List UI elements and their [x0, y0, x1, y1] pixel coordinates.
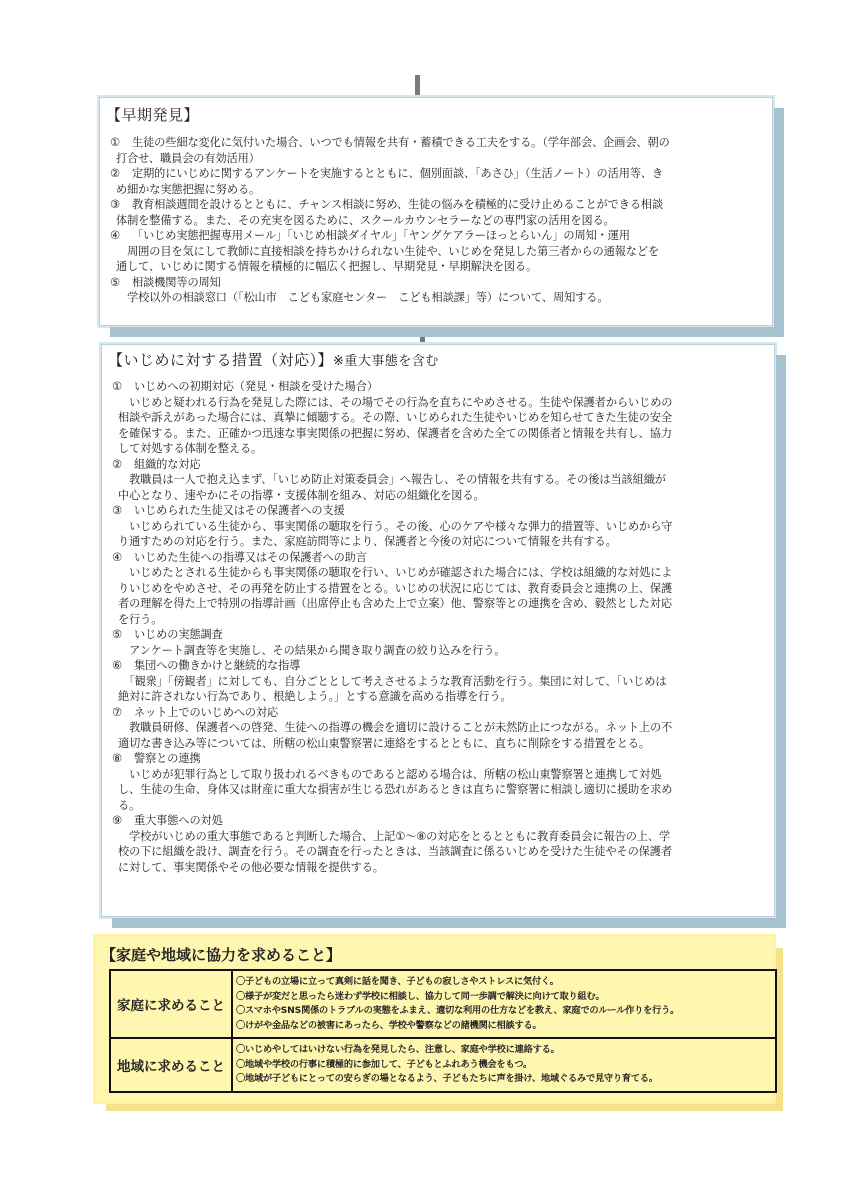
list-item-number: ⑤: [112, 628, 122, 641]
list-item-text: 中心となり、速やかにその指導・支援体制を組み、対応の組織化を図る。: [118, 488, 485, 502]
list-item-text: 絶対に許されない行為であり、根絶しよう。」とする意識を高める指導を行う。: [118, 690, 512, 703]
list-item: 〇地域や学校の行事に積極的に参加して、子どもとふれあう機会をもつ。: [236, 1058, 533, 1070]
list-item-heading: 「いじめ実態把握専用メール」「いじめ相談ダイヤル」「ヤングケアラーほっとらいん」の周知・運用: [132, 229, 630, 242]
list-item-text: を確保する。また、正確かつ迅速な事実関係の把握に努め、保護者を含めた全ての関係者と情報を共有し、協力: [118, 426, 672, 440]
list-item-heading: 集団への働きかけと継続的な指導: [134, 659, 301, 672]
list-item: [110, 166, 663, 182]
box-shadow: [112, 918, 786, 928]
list-item-heading: いじめへの初期対応（発見・相談を受けた場合）: [134, 380, 378, 393]
list-item: [110, 135, 670, 151]
list-item-text: 教職員研修、保護者への啓発、生徒への指導の機会を適切に設けることが未然防止につながる。ネット上の不: [118, 721, 673, 734]
early-detection-box: [99, 97, 773, 326]
list-item: [112, 658, 300, 674]
list-item: [112, 813, 223, 829]
table-row: [110, 970, 776, 1038]
list-item: [112, 457, 201, 473]
list-item-number: ⑨: [112, 814, 122, 827]
list-item-number: ⑤: [110, 275, 120, 289]
list-item-text: いじめたとされる生徒からも事実関係の聴取を行い、いじめが確認された場合には、学校は組織的な対処によ: [118, 566, 673, 579]
list-item-text: 打合せ、職員会の有効活用）: [116, 151, 260, 165]
list-item-number: ③: [110, 198, 120, 211]
home-request-list: [232, 970, 776, 1038]
list-item: [112, 751, 201, 767]
list-item: [112, 705, 278, 721]
list-item: [112, 503, 345, 519]
list-item-number: ④: [110, 229, 120, 242]
list-item-heading: 組織的な対応: [134, 457, 201, 471]
list-item-text: に対して、事実関係やその他必要な情報を提供する。: [118, 860, 384, 874]
table-row: [110, 1038, 776, 1092]
list-item-text: を行う。: [118, 612, 163, 626]
list-item-heading: 相談機関等の周知: [132, 275, 221, 289]
list-item-heading: 警察との連携: [134, 752, 201, 765]
list-item-text: し、生徒の生命、身体又は財産に重大な損害が生じる恐れがあるときは直ちに警察署に相談し適切に援助を求め: [118, 783, 673, 796]
list-item-text: いじめと疑われる行為を発見した際には、その場でその行為を直ちにやめさせる。生徒や保護者からいじめの: [118, 395, 673, 409]
list-item-text: して対処する体制を整える。: [118, 442, 263, 455]
list-item: 〇地域が子どもにとっての安らぎの場となるよう、子どもたちに声を掛け、地域ぐるみで見守り育てる。: [236, 1073, 658, 1085]
list-item-number: ④: [112, 550, 122, 564]
community-request-list: [232, 1038, 776, 1092]
list-item-number: ②: [110, 167, 120, 180]
list-item-heading: いじめの実態調査: [134, 628, 223, 641]
list-item: 〇スマホやSNS関係のトラブルの実態をふまえ、適切な利用の仕方などを教え、家庭でのルール作りを行う。: [236, 1005, 680, 1016]
list-item-number: ①: [112, 380, 122, 393]
box-shadow: [774, 108, 784, 337]
list-item-number: ①: [110, 136, 120, 149]
list-item-heading: 定期的にいじめに関するアンケートを実施するとともに、個別面談、「あさひ」（生活ノート）の活用等、き: [132, 167, 664, 180]
list-item-text: め細かな実態把握に努める。: [116, 182, 261, 196]
list-item-text: 周囲の目を気にして教師に直接相談を持ちかけられない生徒や、いじめを発見した第三者からの通報などを: [116, 244, 660, 258]
list-item-number: ⑧: [112, 752, 122, 765]
list-item-text: 学校以外の相談窓口（「松山市 こども家庭センター こども相談課」等）について、周知する。: [116, 291, 609, 304]
home-request-heading: 家庭に求めること: [110, 970, 232, 1038]
community-request-heading: 地域に求めること: [110, 1038, 232, 1092]
list-item-heading: 教育相談週間を設けるとともに、チャンス相談に努め、生徒の悩みを積極的に受け止めることができる相談: [132, 198, 664, 211]
list-item-number: ⑥: [112, 659, 122, 672]
list-item: [110, 228, 630, 244]
list-item: 〇けがや金品などの被害にあったら、学校や警察などの諸機関に相談する。: [236, 1019, 542, 1031]
list-item-text: いじめが犯罪行為として取り扱われるべきものであると認める場合は、所轄の松山東警察署と連携して対処: [118, 767, 662, 781]
list-item: [112, 379, 378, 395]
list-item: [112, 550, 367, 566]
measures-title: [108, 349, 439, 370]
list-item-text: り通すための対応を行う。また、家庭訪問等により、保護者と今後の対応について情報を共有する。: [118, 535, 617, 548]
list-item-number: ⑦: [112, 705, 122, 719]
list-item-text: いじめられている生徒から、事実関係の聴取を行う。その後、心のケアや様々な弾力的措置等、いじめから守: [118, 519, 673, 533]
cooperation-table: [109, 969, 777, 1093]
list-item: 〇様子が変だと思ったら迷わず学校に相談し、協力して同一歩調で解決に向けて取り組む。: [236, 990, 605, 1002]
box-shadow: [110, 327, 784, 337]
list-item-heading: 重大事態への対処: [134, 814, 223, 827]
list-item-text: 体制を整備する。また、その充実を図るために、スクールカウンセラーなどの専門家の活用を図る。: [116, 213, 615, 227]
list-item-text: 学校がいじめの重大事態であると判断した場合、上記①～⑧の対応をとるとともに教育委員会に報告の上、学: [118, 829, 671, 843]
early-detection-title: 【早期発見】: [106, 106, 200, 124]
list-item: [110, 197, 663, 213]
measures-title-text: 【いじめに対する措置（対応）】: [108, 351, 334, 369]
list-item-text: 教職員は一人で抱え込まず、「いじめ防止対策委員会」へ報告し、その情報を共有する。その後は当該組織が: [118, 473, 666, 486]
list-item-text: 適切な書き込み等については、所轄の松山東警察署に連絡をするとともに、直ちに削除をする措置をとる。: [118, 736, 650, 750]
list-item-text: アンケート調査等を実施し、その結果から聞き取り調査の絞り込みを行う。: [118, 643, 506, 657]
list-item: [112, 627, 223, 643]
cooperation-title: 【家庭や地域に協力を求めること】: [101, 946, 342, 964]
list-item-text: る。: [118, 798, 141, 812]
list-item-text: 通して、いじめに関する情報を積極的に幅広く把握し、早期発見・早期解決を図る。: [116, 260, 538, 273]
list-item-heading: いじめた生徒への指導又はその保護者への助言: [134, 550, 367, 564]
list-item-text: 者の理解を得た上で特別の指導計画（出席停止も含めた上で立案）他、警察等との連携を含め、毅然とした対応: [118, 597, 672, 610]
cooperation-box-shadow: [106, 1103, 783, 1111]
list-item-text: 「観衆」「傍観者」に対しても、自分ごととして考えさせるような教育活動を行う。集団に対して、「いじめは: [118, 674, 667, 688]
list-item-text: 校の下に組織を設け、調査を行う。その調査を行ったときは、当該調査に係るいじめを受けた生徒やその保護者: [118, 845, 672, 858]
connector-line-top: [415, 75, 420, 99]
list-item: 〇いじめやしてはいけない行為を発見したら、注意し、家庭や学校に連絡する。: [236, 1044, 560, 1056]
list-item-text: 相談や訴えがあった場合には、真摯に傾聴する。その際、いじめられた生徒やいじめを知らせてきた生徒の安全: [118, 411, 672, 424]
list-item-heading: ネット上でのいじめへの対応: [134, 705, 279, 719]
list-item-text: りいじめをやめさせ、その再発を防止する措置をとる。いじめの状況に応じては、教育委員会と連携の上、保護: [118, 581, 673, 595]
list-item-number: ②: [112, 457, 122, 471]
list-item: 〇子どもの立場に立って真剣に話を聞き、子どもの寂しさやストレスに気付く。: [236, 976, 559, 987]
measures-box: [101, 344, 775, 917]
list-item: [110, 275, 221, 291]
list-item-number: ③: [112, 504, 122, 517]
measures-title-note: ※重大事態を含む: [333, 354, 439, 369]
list-item-heading: 生徒の些細な変化に気付いた場合、いつでも情報を共有・蓄積できる工夫をする。（学年部会、企画会、朝の: [132, 136, 670, 149]
box-shadow: [776, 355, 786, 928]
list-item-heading: いじめられた生徒又はその保護者への支援: [134, 504, 345, 517]
